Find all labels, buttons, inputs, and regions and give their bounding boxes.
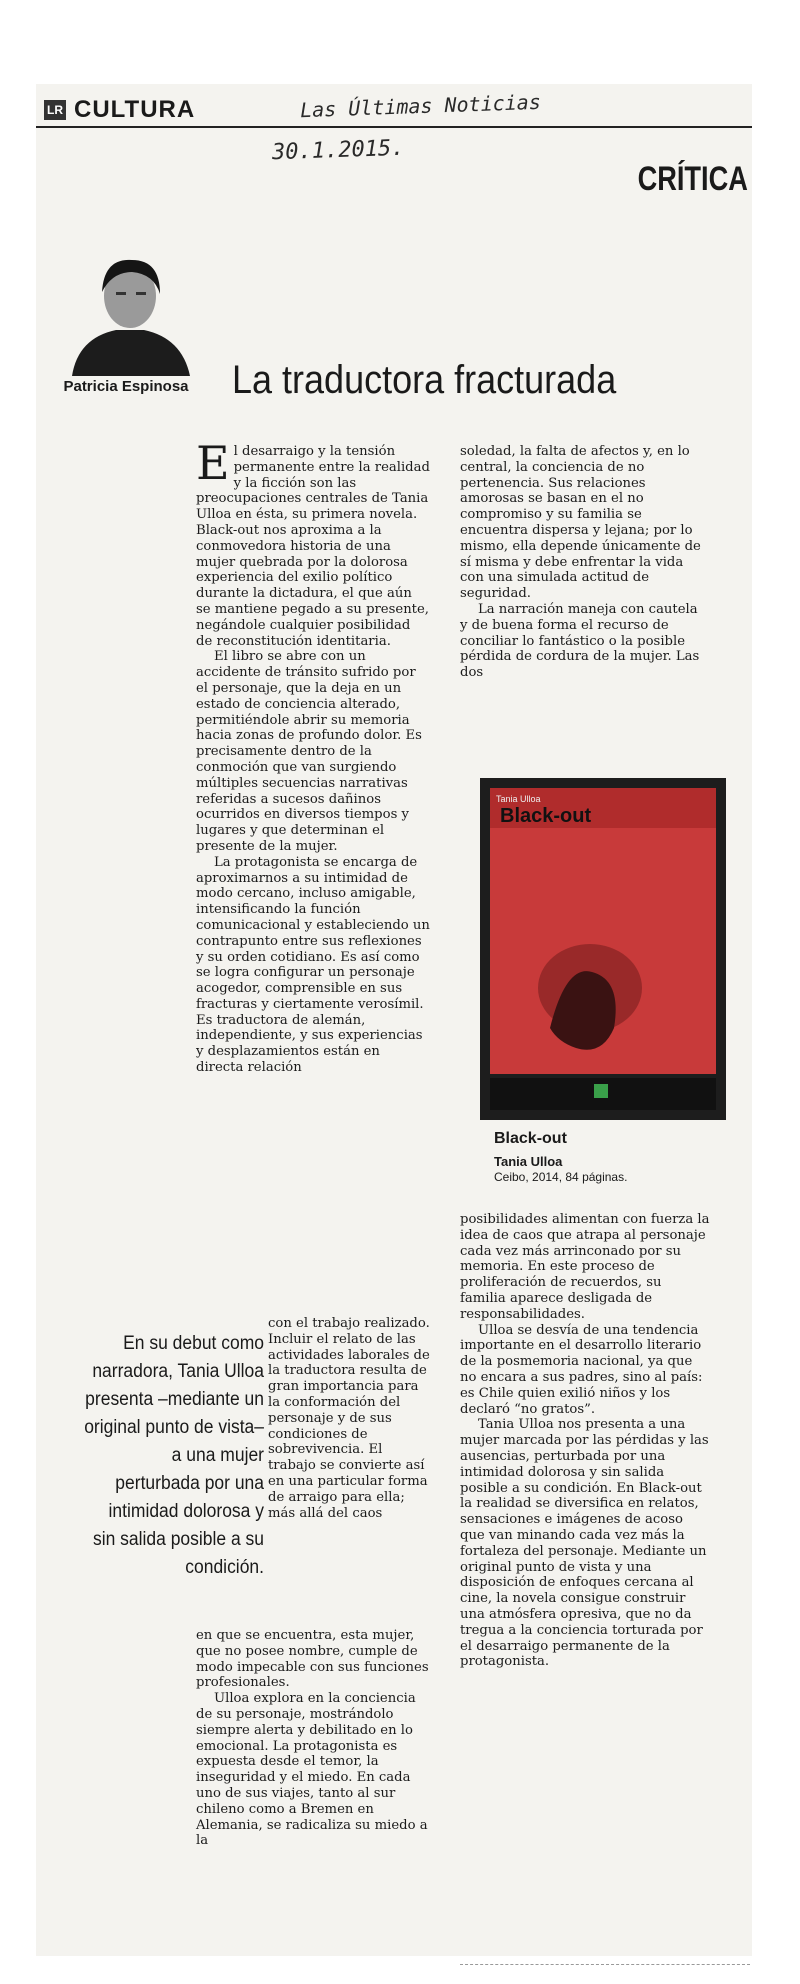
- paragraph: posibilidades alimentan con fuerza la idea de caos que atrapa al personaje cada vez más arrinconado por su memoria. En este proceso de proliferación de recuerdos, su familia aparece desligada de responsabilidades.: [460, 1212, 710, 1322]
- paragraph: en que se encuentra, esta mujer, que no posee nombre, cumple de modo impecable con sus funciones profesionales.: [196, 1628, 429, 1691]
- pull-quote: En su debut como narradora, Tania Ulloa presenta –mediante un original punto de vista– a una mujer perturbada por una intimidad dolorosa y sin salida posible a su condición.: [84, 1333, 265, 1578]
- section-logo: LR: [44, 100, 66, 120]
- author-photo: [60, 242, 200, 376]
- paragraph: Ulloa se desvía de una tendencia importante en el desarrollo literario de la posmemoria nacional, ya que no encara a sus padres, sino al país: es Chile quien exilió niños y los declaró “no gratos”.: [460, 1322, 703, 1417]
- paragraph: Tania Ulloa nos presenta a una mujer marcada por las pérdidas y las ausencias, perturbada por una intimidad dolorosa y sin salida posible a su condición. En Black-out la realidad se diversifica en relatos, sensaciones e imágenes de acoso que van minando cada vez más la fortaleza del personaje. Mediante un original punto de vista y una disposición de enfoques cercana al cine, la novela consigue construir una atmósfera opresiva, que no da tregua a la conciencia torturada por el desarraigo permanente de la protagonista.: [460, 1417, 709, 1670]
- paragraph: La narración maneja con cautela y de buena forma el recurso de conciliar lo fantástico o la posible pérdida de cordura de la mujer. Las dos: [460, 601, 700, 681]
- article-column-1: [196, 436, 430, 1076]
- handwritten-publication: Las Últimas Noticias: [299, 89, 542, 123]
- cover-title: Black-out: [500, 805, 592, 827]
- bottom-divider: [460, 1964, 750, 1965]
- paragraph: El libro se abre con un accidente de tránsito sufrido por el personaje, que la deja en un estado de conciencia alterado, permitiéndole abrir su memoria hacia zonas de profundo dolor. Es precisamente dentro de la conmoción que van surgiendo múltiples secuencias narrativas referidas a sucesos dañinos ocurridos en diversos tiempos y lugares y que determinan el presente de la mujer.: [196, 649, 422, 854]
- article-headline: La traductora fracturada: [232, 358, 617, 402]
- header-rule: [36, 126, 752, 128]
- book-author: Tania Ulloa: [494, 1154, 563, 1169]
- book-title: Black-out: [494, 1130, 567, 1147]
- book-publisher-info: Ceibo, 2014, 84 páginas.: [494, 1170, 628, 1184]
- cover-author: Tania Ulloa: [496, 794, 541, 804]
- article-column-2: [460, 444, 708, 681]
- kicker-label: CRÍTICA: [637, 160, 748, 198]
- article-column-1-narrow: [268, 1316, 430, 1521]
- article-column-1-bottom: [196, 1628, 430, 1849]
- paragraph: El desarraigo y la tensión permanente entre la realidad y la ficción son las preocupaciones centrales de Tania Ulloa en ésta, su primera novela. Black-out nos aproxima a la conmovedora historia de una mujer quebrada por la dolorosa experiencia del exilio político durante la dictadura, el que aún se mantiene pegado a su presente, negándole cualquier posibilidad de reconstitución identitaria.: [196, 436, 430, 649]
- paragraph: con el trabajo realizado. Incluir el relato de las actividades laborales de la traductora resulta de gran importancia para la conformación del personaje y de sus condiciones de sobrevivencia. El trabajo se convierte así en una particular forma de arraigo para ella; más allá del caos: [268, 1316, 430, 1521]
- paragraph: La protagonista se encarga de aproximarnos a su intimidad de modo cercano, incluso amigable, intensificando la función comunicacional y estableciendo un contrapunto entre sus reflexiones y su orden cotidiano. Es así como se logra configurar un personaje acogedor, comprensible en sus fracturas y ciertamente verosímil. Es traductora de alemán, independiente, y sus experiencias y desplazamientos están en directa relación: [196, 854, 430, 1076]
- paragraph: soledad, la falta de afectos y, en lo central, la conciencia de no pertenencia. Sus relaciones amorosas se basan en el no compromiso y su familia se encuentra dispersa y lejana; por lo mismo, ella depende únicamente de sí misma y debe enfrentar la vida con una simulada actitud de seguridad.: [460, 444, 701, 602]
- section-title: CULTURA: [74, 96, 196, 123]
- author-name: Patricia Espinosa: [63, 378, 189, 395]
- article-column-2-bottom: [460, 1212, 710, 1670]
- paragraph: Ulloa explora en la conciencia de su personaje, mostrándolo siempre alerta y debilitado en lo emocional. La protagonista es expuesta desde el temor, la inseguridad y el miedo. En cada uno de sus viajes, tanto al sur chileno como a Bremen en Alemania, se radicaliza su miedo a la: [196, 1691, 428, 1849]
- handwritten-date: 30.1.2015.: [271, 135, 405, 166]
- drop-cap: E: [196, 436, 230, 490]
- book-cover-image: [480, 778, 726, 1120]
